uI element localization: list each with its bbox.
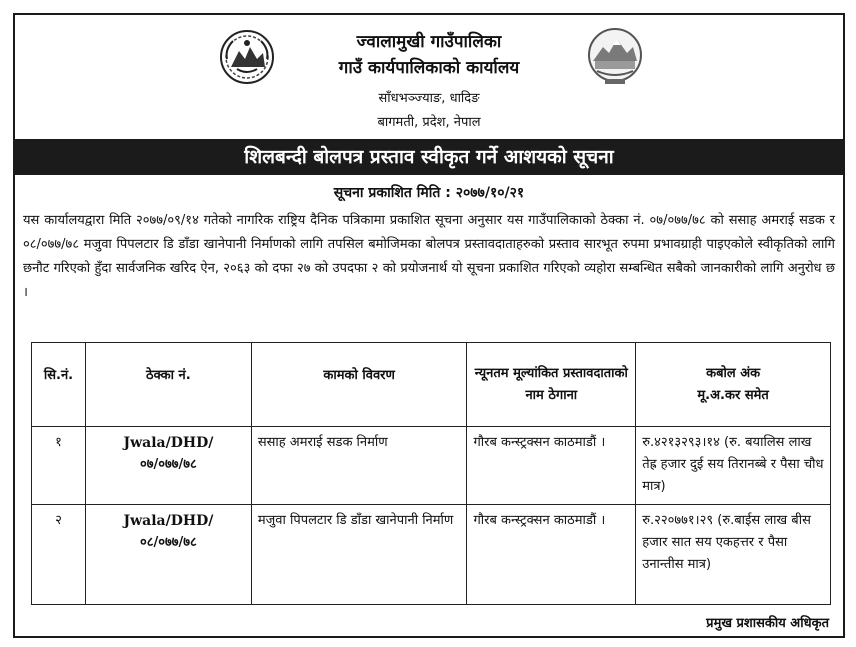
office-address: साँधभञ्ज्याङ, धादिङ xyxy=(378,91,480,106)
header-bid-amount xyxy=(636,343,831,427)
header-bid-amount-line1: कबोल अंक xyxy=(706,365,761,381)
row-contract-no xyxy=(85,427,251,505)
office-province: बागमती, प्रदेश, नेपाल xyxy=(377,115,481,130)
row-serial: १ xyxy=(32,427,86,505)
header-serial: सि.नं. xyxy=(32,343,86,427)
row-bidder: गौरब कन्स्ट्रक्सन काठमाडौं । xyxy=(467,427,636,505)
row-contract-prefix: Jwala/DHD/ xyxy=(123,435,214,451)
row-description: ससाह अमराई सडक निर्माण xyxy=(251,427,467,505)
table-row xyxy=(32,505,831,605)
header-contract-no: ठेक्का नं. xyxy=(85,343,251,427)
row-contract-number: ०८/०७७/७८ xyxy=(139,535,197,550)
signatory-title: प्रमुख प्रशासकीय अधिकृत xyxy=(706,616,829,631)
notice-body: यस कार्यालयद्वारा मिति २०७७/०९/१४ गतेको नागरिक राष्ट्रिय दैनिक पत्रिकामा प्रकाशित सूचना अनुसार यस गाउँपालिकाको ठेक्का नं. ०७/०७७/७८ को ससाह अमराई सडक र ०८/०७७/७८ मजुवा पिपलटार डि डाँडा खानेपानी निर्माणको लागि तपसिल बमोजिमका बोलपत्र प्रस्तावदाताहरुको प्रस्ताव सारभूत रुपमा प्रभावग्राही पाइएकोले स्वीकृतिको लागि छनौट गरिएको हुँदा सार्वजनिक खरिद ऐन, २०६३ को दफा २७ को उपदफा २ को प्रयोजनार्थ यो सूचना प्रकाशित गरिएको व्यहोरा सम्बन्धित सबैको जानकारीको लागि अनुरोध छ । xyxy=(23,213,835,300)
header-bid-amount-line2: मू.अ.कर समेत xyxy=(697,387,769,403)
table-header-row xyxy=(32,343,831,427)
tender-table xyxy=(31,342,831,605)
notice-title: शिलबन्दी बोलपत्र प्रस्ताव स्वीकृत गर्ने आशयको सूचना xyxy=(15,139,843,175)
header-bidder: न्यूनतम मूल्यांकित प्रस्तावदाताको नाम ठेगाना xyxy=(467,343,636,427)
notice-frame xyxy=(13,13,845,638)
table-row xyxy=(32,427,831,505)
row-bid-amount: रु.४२१३२९३।१४ (रु. बयालिस लाख तेह्र हजार दुई सय तिरानब्बे र पैसा चौध मात्र) xyxy=(636,427,831,505)
publication-date: सूचना प्रकाशित मिति : २०७७/१०/२१ xyxy=(333,185,525,201)
row-bid-amount: रु.२२०७७१।२९ (रु.बाईस लाख बीस हजार सात सय एकहत्तर र पैसा उनान्तीस मात्र) xyxy=(636,505,831,605)
header-description: कामको विवरण xyxy=(251,343,467,427)
row-contract-no xyxy=(85,505,251,605)
row-contract-number: ०७/०७७/७८ xyxy=(139,457,197,472)
row-serial: २ xyxy=(32,505,86,605)
row-bidder: गौरब कन्स्ट्रक्सन काठमाडौं । xyxy=(467,505,636,605)
row-description: मजुवा पिपलटार डि डाँडा खानेपानी निर्माण xyxy=(251,505,467,605)
office-name: गाउँ कार्यपालिकाको कार्यालय xyxy=(338,58,520,78)
municipality-logo-icon xyxy=(587,27,643,87)
row-contract-prefix: Jwala/DHD/ xyxy=(123,513,214,529)
notice-header xyxy=(15,15,843,139)
municipality-name: ज्वालामुखी गाउँपालिका xyxy=(356,32,502,52)
